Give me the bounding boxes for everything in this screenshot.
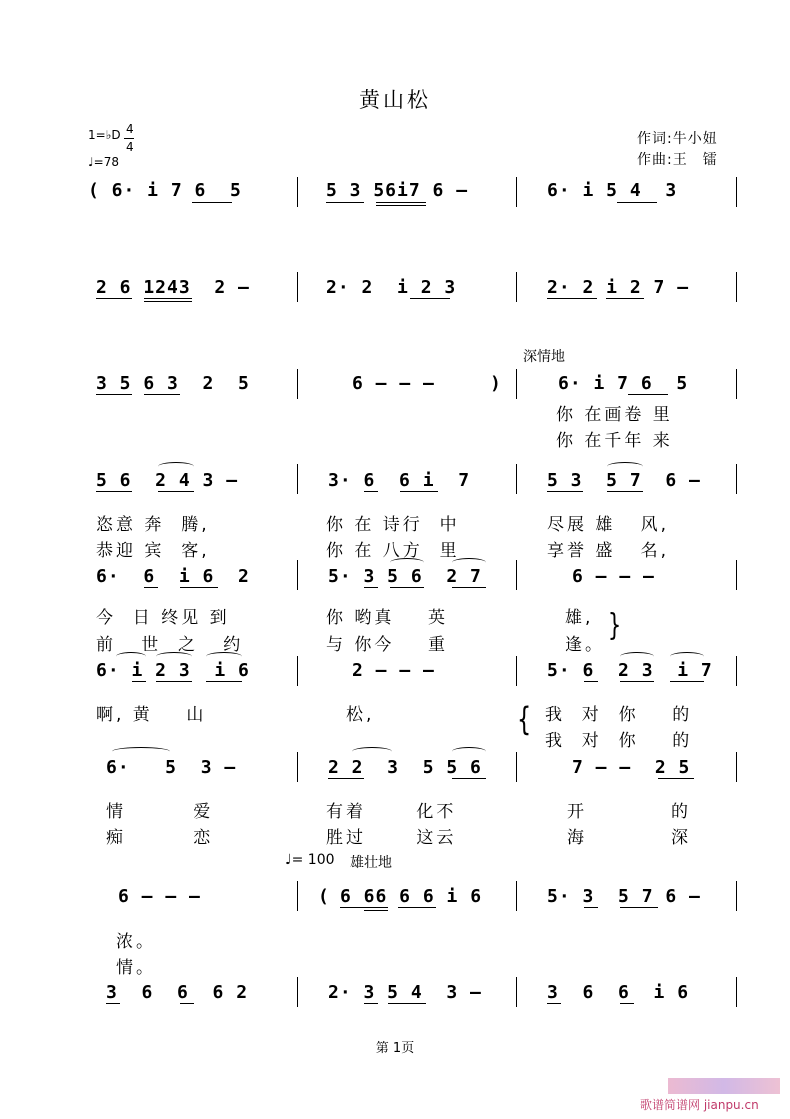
measure-13: 6· 6 i 6 2 [96, 566, 250, 587]
lyric-verse2: 胜过 这云 [326, 828, 457, 848]
beam-underline [670, 681, 704, 682]
lyric-verse2: 海 深 [567, 828, 692, 848]
beam-underline [106, 1003, 120, 1004]
measure-10: 5 6 2 4 3 – [96, 470, 239, 491]
quarter-note-icon: ♩ [88, 155, 94, 169]
lyric-verse1: 有着 化不 [326, 802, 457, 822]
beam-underline [607, 491, 643, 492]
beam-underline [364, 910, 388, 911]
slur [112, 747, 170, 756]
measure-6: 2· 2 i 2 7 – [547, 277, 690, 298]
lyric-verse1: 我 对 你 的 [545, 705, 693, 725]
beam-underline [388, 1003, 426, 1004]
lyric-verse2: 你 在千年 来 [556, 431, 673, 451]
beam-underline [144, 394, 180, 395]
beam-underline [180, 587, 218, 588]
beam-underline [620, 1003, 634, 1004]
measure-7: 3 5 6 3 2 5 [96, 373, 250, 394]
slur [620, 652, 654, 661]
lyric-verse1: 今 日 终见 到 [96, 608, 230, 628]
lyricist-credit: 作词:牛小妞 [637, 131, 718, 147]
lyric-verse2: 恭迎 宾 客, [96, 541, 210, 561]
beam-underline [620, 907, 658, 908]
measure-19: 6· 5 3 – [106, 757, 237, 778]
barline [297, 369, 298, 399]
barline [297, 177, 298, 207]
barline [736, 656, 737, 686]
beam-underline [628, 394, 668, 395]
barline [297, 560, 298, 590]
key-signature: 1=♭D [88, 128, 121, 142]
measure-23: 6 66 6 6 i 6 [340, 886, 483, 907]
beam-underline [658, 778, 694, 779]
beam-underline [398, 907, 436, 908]
measure-2: 5 3 56i7 6 – [326, 180, 469, 201]
barline [516, 177, 517, 207]
tempo-value: =78 [93, 155, 119, 169]
beam-underline [180, 1003, 194, 1004]
beam-underline [452, 778, 486, 779]
expression-deep: 深情地 [523, 349, 565, 365]
page-number: 第 1页 [375, 1041, 415, 1056]
lyric-verse2: 享誉 盛 名, [547, 541, 670, 561]
barline [297, 977, 298, 1007]
slur [390, 558, 424, 567]
slur [670, 652, 704, 661]
lyric-verse2: 前 世 之 约 [96, 635, 244, 655]
beam-underline [364, 587, 378, 588]
beam-underline [376, 202, 426, 203]
beam-underline [144, 301, 192, 302]
beam-underline [547, 491, 583, 492]
measure-1: ( 6· i 7 6 5 [88, 180, 242, 201]
barline [516, 272, 517, 302]
slur [206, 652, 242, 661]
barline [736, 464, 737, 494]
beam-underline [410, 298, 450, 299]
measure-22: 6 – – – [118, 886, 201, 907]
verse-brace-close: } [607, 608, 622, 643]
slur [607, 462, 643, 471]
slur [452, 747, 486, 756]
lyric-verse1: 浓。 [116, 932, 156, 952]
lyric-verse2: 我 对 你 的 [545, 731, 693, 751]
beam-underline [376, 205, 426, 206]
beam-underline [400, 491, 438, 492]
measure-21: 7 – – 2 5 [572, 757, 691, 778]
beam-underline [156, 681, 192, 682]
measure-17: 2 – – – [352, 660, 435, 681]
quarter-note-icon: ♩ [285, 852, 292, 868]
beam-underline [606, 298, 644, 299]
beam-underline [584, 907, 598, 908]
slur [452, 558, 486, 567]
beam-underline [132, 681, 146, 682]
lyric-verse1: 你 在 诗行 中 [326, 515, 460, 535]
beam-underline [96, 394, 132, 395]
time-signature-divider [124, 138, 134, 139]
slur [352, 747, 392, 756]
beam-underline [340, 907, 388, 908]
beam-underline [328, 778, 364, 779]
measure-16: 6· i 2 3 i 6 [96, 660, 250, 681]
beam-underline [584, 681, 598, 682]
measure-3: 6· i 5 4 3 [547, 180, 678, 201]
lyric-verse2: 你 在 八方 里 [326, 541, 460, 561]
slur [116, 652, 146, 661]
tempo-mark [88, 155, 119, 169]
barline [516, 656, 517, 686]
lyric-verse2: 逢。 [565, 635, 605, 655]
lyric-verse2: 痴 恋 [106, 828, 214, 848]
measure-12: 5 3 5 7 6 – [547, 470, 701, 491]
barline [297, 656, 298, 686]
time-signature-bottom: 4 [126, 140, 134, 154]
measure-14: 5· 3 5 6 2 7 [328, 566, 482, 587]
lyric-verse1: 你 哟真 英 [326, 608, 449, 628]
barline [736, 977, 737, 1007]
measure-26: 2· 3 5 4 3 – [328, 982, 482, 1003]
lyric-verse2: 情。 [116, 958, 156, 978]
barline [736, 272, 737, 302]
barline [516, 369, 517, 399]
lyric-verse1: 恣意 奔 腾, [96, 515, 210, 535]
lyric-verse1: 情 爱 [106, 802, 214, 822]
time-signature-top: 4 [126, 122, 134, 136]
opening-paren: ( [318, 886, 330, 907]
closing-paren: ) [490, 373, 502, 394]
measure-9: 6· i 7 6 5 [558, 373, 689, 394]
beam-underline [620, 681, 654, 682]
watermark: 歌谱简谱网 jianpu.cn [640, 1098, 759, 1112]
measure-4: 2 6 1243 2 – [96, 277, 250, 298]
beam-underline [617, 202, 657, 203]
lyric-verse1: 你 在画卷 里 [556, 405, 673, 425]
beam-underline [96, 491, 132, 492]
expression-heroic: 雄壮地 [350, 855, 392, 871]
measure-5: 2· 2 i 2 3 [326, 277, 457, 298]
barline [736, 560, 737, 590]
barline [297, 881, 298, 911]
barline [516, 977, 517, 1007]
beam-underline [547, 1003, 561, 1004]
barline [736, 177, 737, 207]
measure-8: 6 – – – [352, 373, 435, 394]
beam-underline [364, 1003, 378, 1004]
measure-15: 6 – – – [572, 566, 655, 587]
lyric-verse2: 与 你今 重 [326, 635, 449, 655]
measure-18: 5· 6 2 3 i 7 [547, 660, 713, 681]
lyric-verse1: 啊, 黄 山 [96, 705, 207, 725]
measure-24: 5· 3 5 7 6 – [547, 886, 701, 907]
barline [297, 752, 298, 782]
verse-brace-open: { [517, 700, 532, 738]
composer-credit: 作曲:王 镭 [637, 152, 718, 168]
barline [736, 369, 737, 399]
measure-20: 2 2 3 5 5 6 [328, 757, 482, 778]
watermark-logo [668, 1078, 780, 1094]
slur [158, 462, 194, 471]
lyric-verse1: 尽展 雄 风, [547, 515, 670, 535]
beam-underline [206, 681, 242, 682]
barline [516, 881, 517, 911]
beam-underline [547, 298, 597, 299]
tempo-change: ♩= 100 [285, 852, 335, 868]
measure-27: 3 6 6 i 6 [547, 982, 690, 1003]
beam-underline [158, 491, 194, 492]
beam-underline [452, 587, 486, 588]
barline [516, 560, 517, 590]
lyric-verse1: 开 的 [567, 802, 692, 822]
beam-underline [390, 587, 424, 588]
beam-underline [144, 298, 192, 299]
slur [156, 652, 192, 661]
measure-11: 3· 6 6 i 7 [328, 470, 471, 491]
beam-underline [192, 202, 232, 203]
barline [297, 272, 298, 302]
lyric-verse1: 雄, [565, 608, 594, 628]
beam-underline [144, 587, 158, 588]
song-title: 黄山松 [359, 88, 431, 112]
beam-underline [326, 202, 364, 203]
barline [297, 464, 298, 494]
beam-underline [364, 491, 378, 492]
barline [736, 752, 737, 782]
lyric-verse1: 松, [346, 705, 375, 725]
measure-25: 3 6 6 6 2 [106, 982, 249, 1003]
beam-underline [96, 298, 132, 299]
barline [516, 752, 517, 782]
barline [736, 881, 737, 911]
barline [516, 464, 517, 494]
